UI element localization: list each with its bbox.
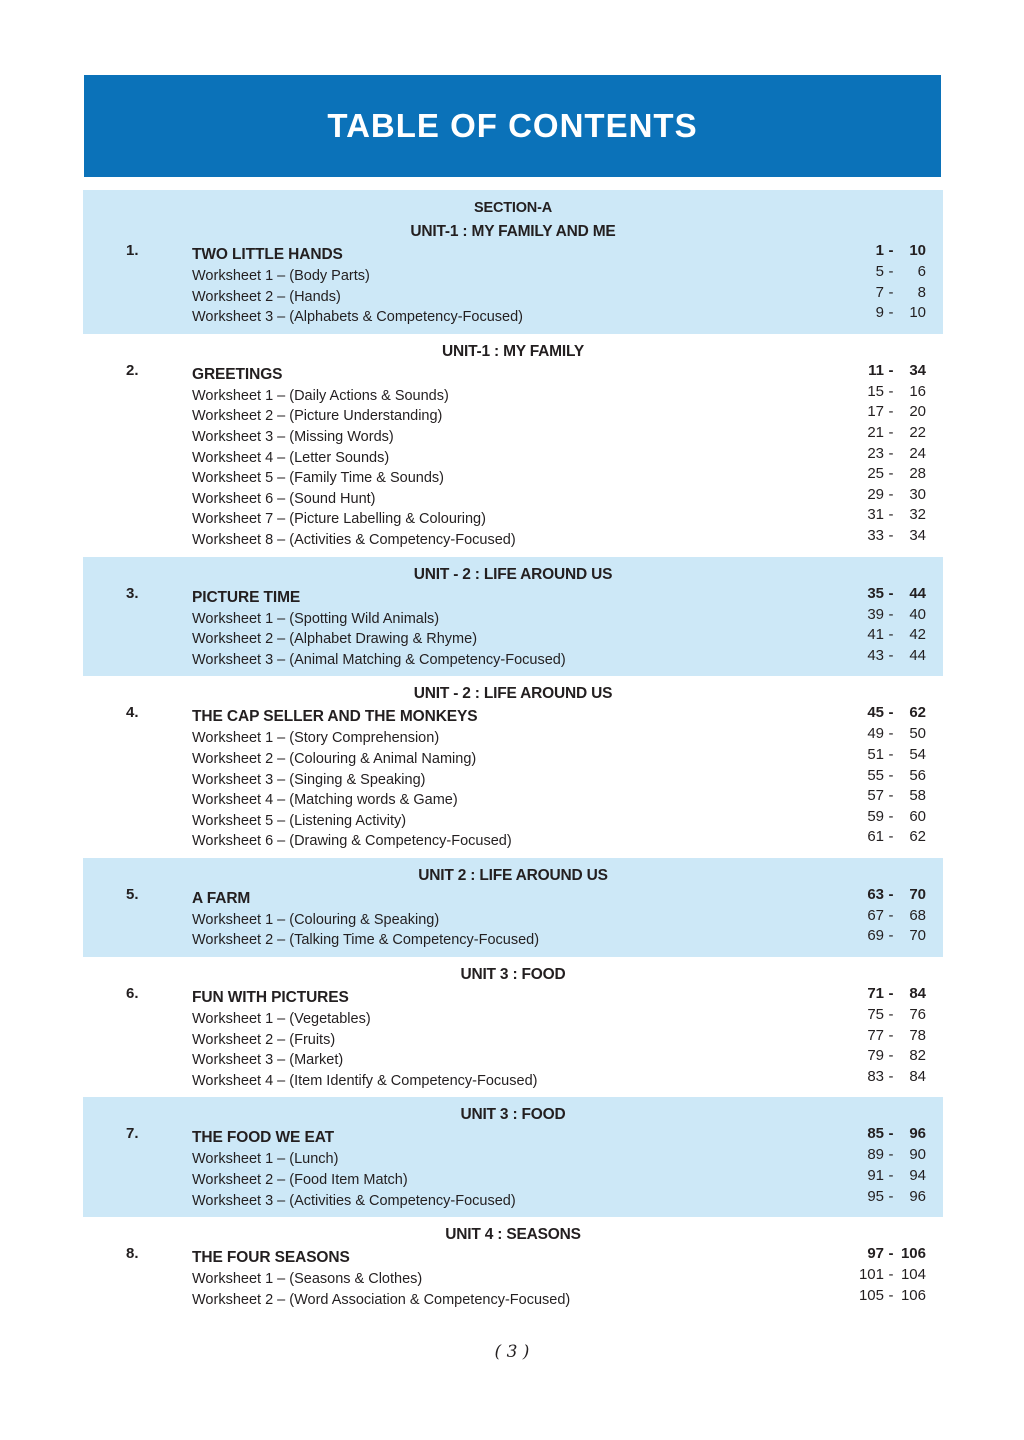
- row-label: Worksheet 2 – (Fruits): [192, 1031, 336, 1048]
- page-range-end: 58: [909, 787, 926, 805]
- row-label: Worksheet 3 – (Animal Matching & Competency-Focused): [192, 651, 566, 668]
- toc-entry: [83, 584, 943, 671]
- page-range-end: 62: [909, 704, 926, 722]
- page-range-separator: -: [888, 423, 894, 441]
- page-range-end: 50: [909, 725, 926, 743]
- unit-heading: UNIT-1 : MY FAMILY AND ME: [410, 223, 616, 240]
- entry-number: 1.: [126, 242, 139, 259]
- row-label: Worksheet 1 – (Lunch): [192, 1151, 339, 1168]
- toc-row: [192, 1286, 943, 1311]
- row-label: THE FOUR SEASONS: [192, 1249, 350, 1267]
- entry-rows: [192, 361, 943, 551]
- toc-entry: [83, 885, 943, 951]
- toc-section: [83, 858, 943, 957]
- page-range-separator: -: [888, 465, 894, 483]
- page-range: [844, 402, 926, 423]
- page-range: [844, 1123, 926, 1145]
- toc-row: [192, 263, 943, 287]
- page-range-start: 55: [867, 766, 884, 784]
- page-range-start: 75: [867, 1006, 884, 1024]
- page-range-separator: -: [888, 766, 894, 784]
- row-label: Worksheet 2 – (Food Item Match): [192, 1172, 408, 1189]
- toc-entry: [83, 706, 943, 852]
- toc-entry: [83, 1127, 943, 1211]
- toc-header: [84, 75, 941, 177]
- page-range-separator: -: [888, 885, 894, 903]
- footer-page-number: ( 3 ): [494, 1342, 530, 1362]
- entry-number: 6.: [126, 985, 139, 1003]
- toc-row: [192, 382, 943, 407]
- page-range-separator: -: [888, 1266, 894, 1284]
- page-range-start: 101: [858, 1266, 884, 1284]
- row-label: Worksheet 1 – (Vegetables): [192, 1011, 371, 1028]
- page-range-separator: -: [888, 1146, 894, 1164]
- row-label: Worksheet 3 – (Market): [192, 1052, 344, 1069]
- page-range-end: 104: [900, 1266, 926, 1284]
- page-range-start: 7: [875, 283, 884, 301]
- toc-section: [83, 1217, 943, 1316]
- page-range-end: 32: [909, 506, 926, 524]
- toc-row: [192, 626, 943, 650]
- page-range-separator: -: [888, 1047, 894, 1065]
- row-label: Worksheet 1 – (Colouring & Speaking): [192, 911, 440, 928]
- page-range-separator: -: [888, 1187, 894, 1205]
- page-range-separator: -: [888, 985, 894, 1003]
- page-range-start: 85: [867, 1125, 884, 1143]
- page-range: [844, 485, 926, 506]
- row-label: PICTURE TIME: [192, 588, 301, 606]
- page-range: [844, 262, 926, 283]
- toc-row: [192, 465, 943, 489]
- page-range: [844, 1046, 926, 1067]
- page-range-start: 61: [867, 828, 884, 846]
- toc-row: [192, 361, 943, 386]
- toc-row: [192, 605, 943, 630]
- page-footer: [0, 1342, 1024, 1362]
- row-label: Worksheet 1 – (Body Parts): [192, 268, 370, 284]
- page-range-separator: -: [888, 1067, 894, 1085]
- page-range-start: 105: [858, 1286, 884, 1304]
- page-range: [844, 303, 926, 324]
- page-range-start: 25: [867, 465, 884, 483]
- page-range-start: 49: [867, 725, 884, 743]
- page-range-separator: -: [888, 485, 894, 503]
- page-range: [844, 423, 926, 444]
- page-range: [844, 906, 926, 927]
- row-label: Worksheet 4 – (Item Identify & Competency-Focused): [192, 1072, 538, 1089]
- page-range-separator: -: [888, 626, 894, 644]
- page-range: [844, 786, 926, 807]
- page-range-separator: -: [888, 1286, 894, 1304]
- toc-row: [192, 526, 943, 551]
- page-range-separator: -: [888, 927, 894, 945]
- page-range-end: 90: [909, 1146, 926, 1164]
- page-range-end: 20: [909, 403, 926, 421]
- page-range-start: 57: [867, 787, 884, 805]
- page-range-start: 59: [867, 807, 884, 825]
- page-range: [844, 1166, 926, 1187]
- page-range-end: 28: [909, 465, 926, 483]
- toc-section: [83, 676, 943, 858]
- row-label: Worksheet 1 – (Daily Actions & Sounds): [192, 387, 449, 404]
- toc-row: [192, 403, 943, 427]
- page-range-separator: -: [888, 242, 894, 259]
- page-range-start: 97: [867, 1245, 884, 1263]
- page-range-end: 70: [909, 927, 926, 945]
- unit-heading: UNIT - 2 : LIFE AROUND US: [413, 685, 613, 703]
- page-range-end: 44: [909, 646, 926, 664]
- toc-row: [192, 1266, 943, 1290]
- toc-row: [192, 485, 943, 510]
- page-range-separator: -: [888, 1167, 894, 1185]
- page-title: TABLE OF CONTENTS: [327, 107, 698, 144]
- row-label: GREETINGS: [192, 365, 283, 383]
- page-range-start: 1: [875, 242, 884, 259]
- page-range-separator: -: [888, 382, 894, 400]
- page-range-start: 95: [867, 1187, 884, 1205]
- page-range-start: 35: [867, 584, 884, 602]
- page-range: [844, 827, 926, 848]
- page-range: [844, 1026, 926, 1047]
- toc-entry: [83, 987, 943, 1091]
- page-range-end: 34: [909, 361, 926, 379]
- toc-row: [192, 1127, 943, 1149]
- entry-rows: [192, 1127, 943, 1211]
- page-range-end: 6: [917, 263, 926, 280]
- section-heading: SECTION-A: [474, 200, 552, 216]
- unit-heading: UNIT - 2 : LIFE AROUND US: [413, 565, 613, 583]
- unit-heading: UNIT 3 : FOOD: [460, 966, 566, 984]
- page-range: [844, 283, 926, 304]
- page-range-separator: -: [888, 906, 894, 924]
- page-range-end: 106: [900, 1286, 926, 1304]
- toc-body: [83, 190, 943, 1316]
- toc-section: [83, 190, 943, 334]
- page-range-end: 106: [900, 1245, 926, 1263]
- page-range-separator: -: [888, 1026, 894, 1044]
- page-range: [844, 583, 926, 605]
- page-range-separator: -: [888, 584, 894, 602]
- page-range-start: 79: [867, 1047, 884, 1065]
- toc-row: [192, 506, 943, 530]
- toc-entry: [83, 361, 943, 551]
- page-range-start: 45: [867, 704, 884, 722]
- toc-row: [192, 1167, 943, 1191]
- page-range-separator: -: [888, 605, 894, 623]
- page-range-start: 69: [867, 927, 884, 945]
- toc-row: [192, 1247, 943, 1269]
- page-range: [844, 766, 926, 787]
- page-range: [844, 444, 926, 465]
- row-label: Worksheet 7 – (Picture Labelling & Colouring): [192, 511, 486, 528]
- page-range-end: 94: [909, 1167, 926, 1185]
- toc-row: [192, 828, 943, 852]
- page-range-separator: -: [888, 506, 894, 524]
- page-range: [844, 646, 926, 667]
- page-range-end: 70: [909, 885, 926, 903]
- row-label: THE CAP SELLER AND THE MONKEYS: [192, 708, 478, 726]
- row-label: Worksheet 3 – (Singing & Speaking): [192, 771, 426, 788]
- page-range-end: 30: [909, 485, 926, 503]
- page-range: [844, 1067, 926, 1088]
- page-range-start: 21: [867, 423, 884, 441]
- page-range: [844, 360, 926, 382]
- unit-heading: UNIT 4 : SEASONS: [445, 1226, 581, 1244]
- page-range-start: 5: [875, 263, 884, 280]
- toc-section: [83, 957, 943, 1097]
- toc-row: [192, 927, 943, 951]
- page-range-separator: -: [888, 745, 894, 763]
- page-range-start: 15: [867, 382, 884, 400]
- entry-number: 8.: [126, 1245, 139, 1263]
- page-range-separator: -: [888, 828, 894, 846]
- page-range-start: 63: [867, 885, 884, 903]
- toc-row: [192, 1006, 943, 1030]
- toc-row: [192, 584, 943, 609]
- page-range: [844, 807, 926, 828]
- page-range: [844, 464, 926, 485]
- row-label: Worksheet 5 – (Listening Activity): [192, 812, 407, 829]
- toc-row: [192, 906, 943, 931]
- page-range-start: 39: [867, 605, 884, 623]
- toc-section: [83, 557, 943, 677]
- page-range-end: 34: [909, 526, 926, 544]
- row-label: Worksheet 2 – (Word Association & Competency-Focused): [192, 1291, 571, 1308]
- page-range-separator: -: [888, 1006, 894, 1024]
- page-range: [844, 926, 926, 947]
- toc-row: [192, 725, 943, 749]
- page-range-separator: -: [888, 263, 894, 280]
- page-range: [844, 1265, 926, 1286]
- row-label: Worksheet 3 – (Missing Words): [192, 428, 394, 445]
- toc-section: [83, 334, 943, 557]
- toc-entry: [83, 1247, 943, 1310]
- page-range: [844, 505, 926, 526]
- page-range-end: 82: [909, 1047, 926, 1065]
- entry-rows: [192, 987, 943, 1091]
- page-range: [844, 526, 926, 547]
- toc-row: [192, 1146, 943, 1170]
- page-range-end: 42: [909, 626, 926, 644]
- page-range-start: 83: [867, 1067, 884, 1085]
- toc-row: [192, 766, 943, 791]
- page-range-end: 54: [909, 745, 926, 763]
- row-label: Worksheet 3 – (Activities & Competency-Focused): [192, 1192, 516, 1209]
- page-range-start: 33: [867, 526, 884, 544]
- row-label: Worksheet 4 – (Matching words & Game): [192, 792, 458, 809]
- page-range: [844, 1286, 926, 1307]
- page-range-start: 89: [867, 1146, 884, 1164]
- unit-heading: UNIT 2 : LIFE AROUND US: [418, 866, 608, 884]
- entry-number: 4.: [126, 704, 139, 722]
- entry-number: 3.: [126, 584, 139, 602]
- row-label: A FARM: [192, 889, 251, 907]
- toc-row: [192, 885, 943, 910]
- toc-row: [192, 787, 943, 811]
- toc-row: [192, 244, 943, 266]
- page-range: [844, 1243, 926, 1265]
- unit-heading: UNIT 3 : FOOD: [460, 1106, 566, 1124]
- page-range-separator: -: [888, 361, 894, 379]
- page-range-start: 11: [868, 361, 884, 379]
- row-label: Worksheet 4 – (Letter Sounds): [192, 449, 390, 466]
- page-range-separator: -: [888, 526, 894, 544]
- row-label: TWO LITTLE HANDS: [192, 246, 343, 263]
- row-label: Worksheet 2 – (Hands): [192, 288, 341, 305]
- entry-rows: [192, 885, 943, 951]
- toc-section: [83, 1097, 943, 1217]
- page-range-separator: -: [888, 704, 894, 722]
- toc-row: [192, 646, 943, 671]
- row-label: FUN WITH PICTURES: [192, 989, 349, 1007]
- page-range-end: 62: [909, 828, 926, 846]
- page-range-end: 56: [909, 766, 926, 784]
- toc-row: [192, 706, 943, 728]
- page-range-separator: -: [888, 283, 894, 301]
- page-range-end: 76: [909, 1006, 926, 1024]
- entry-rows: [192, 1247, 943, 1310]
- page-range-separator: -: [888, 304, 894, 322]
- page-range-end: 8: [917, 283, 926, 301]
- page-range-separator: -: [888, 403, 894, 421]
- page-range-end: 84: [909, 985, 926, 1003]
- toc-row: [192, 987, 943, 1009]
- page-range-end: 10: [909, 304, 926, 322]
- page-range-start: 77: [867, 1026, 884, 1044]
- page-range-end: 68: [909, 906, 926, 924]
- page-range-start: 9: [875, 304, 884, 322]
- page-range-separator: -: [888, 444, 894, 462]
- toc-row: [192, 745, 943, 770]
- page-range: [844, 240, 926, 262]
- page-range-start: 41: [867, 626, 884, 644]
- toc-row: [192, 304, 943, 328]
- page-range-end: 22: [909, 423, 926, 441]
- row-label: Worksheet 2 – (Picture Understanding): [192, 408, 443, 425]
- toc-row: [192, 283, 943, 308]
- page-range-separator: -: [888, 1245, 894, 1263]
- page-range-separator: -: [888, 807, 894, 825]
- page-range: [844, 983, 926, 1005]
- row-label: Worksheet 6 – (Drawing & Competency-Focused): [192, 833, 512, 850]
- page-range-end: 96: [909, 1187, 926, 1205]
- page-range-separator: -: [888, 787, 894, 805]
- toc-row: [192, 807, 943, 832]
- page-range-separator: -: [888, 646, 894, 664]
- unit-heading: UNIT-1 : MY FAMILY: [442, 342, 584, 360]
- toc-row: [192, 1047, 943, 1071]
- page-range: [844, 1145, 926, 1166]
- row-label: Worksheet 8 – (Activities & Competency-Focused): [192, 531, 516, 548]
- page-range-end: 84: [909, 1067, 926, 1085]
- page-range: [844, 884, 926, 906]
- page-range-end: 44: [909, 584, 926, 602]
- page-range: [844, 625, 926, 646]
- row-label: Worksheet 1 – (Story Comprehension): [192, 730, 440, 747]
- row-label: Worksheet 2 – (Alphabet Drawing & Rhyme): [192, 631, 478, 648]
- page-range-end: 78: [909, 1026, 926, 1044]
- page-range: [844, 1005, 926, 1026]
- toc-entry: [83, 244, 943, 328]
- page-range-end: 96: [909, 1125, 926, 1143]
- page-range-separator: -: [888, 725, 894, 743]
- row-label: Worksheet 5 – (Family Time & Sounds): [192, 470, 444, 487]
- toc-row: [192, 1026, 943, 1051]
- page-range: [844, 724, 926, 745]
- page-range: [844, 382, 926, 403]
- entry-number: 5.: [126, 885, 139, 903]
- page-range-end: 40: [909, 605, 926, 623]
- page-range-start: 71: [867, 985, 884, 1003]
- row-label: Worksheet 2 – (Talking Time & Competency-Focused): [192, 932, 540, 949]
- row-label: Worksheet 2 – (Colouring & Animal Naming): [192, 750, 477, 767]
- entry-rows: [192, 706, 943, 852]
- page-range-separator: -: [888, 1125, 894, 1143]
- page-range-start: 43: [867, 646, 884, 664]
- page-range-end: 60: [909, 807, 926, 825]
- entry-rows: [192, 584, 943, 671]
- toc-row: [192, 1187, 943, 1212]
- row-label: Worksheet 6 – (Sound Hunt): [192, 490, 376, 507]
- row-label: Worksheet 1 – (Spotting Wild Animals): [192, 610, 440, 627]
- row-label: Worksheet 3 – (Alphabets & Competency-Focused): [192, 309, 523, 326]
- toc-row: [192, 1067, 943, 1092]
- page-range: [844, 605, 926, 626]
- page-range-end: 16: [909, 382, 926, 400]
- page-range-start: 29: [867, 485, 884, 503]
- page-range-end: 24: [909, 444, 926, 462]
- toc-row: [192, 423, 943, 448]
- page-range-end: 10: [909, 242, 926, 259]
- toc-row: [192, 444, 943, 469]
- page-range-start: 31: [867, 506, 884, 524]
- page-range: [844, 1187, 926, 1208]
- page-range-start: 51: [867, 745, 884, 763]
- entry-rows: [192, 244, 943, 328]
- page-range-start: 17: [867, 403, 884, 421]
- row-label: Worksheet 1 – (Seasons & Clothes): [192, 1271, 423, 1288]
- entry-number: 7.: [126, 1125, 139, 1143]
- page-range-start: 23: [867, 444, 884, 462]
- entry-number: 2.: [126, 361, 139, 379]
- page-range: [844, 745, 926, 766]
- row-label: THE FOOD WE EAT: [192, 1129, 335, 1147]
- page-range-start: 67: [867, 906, 884, 924]
- page-range-start: 91: [867, 1167, 884, 1185]
- page-range: [844, 702, 926, 724]
